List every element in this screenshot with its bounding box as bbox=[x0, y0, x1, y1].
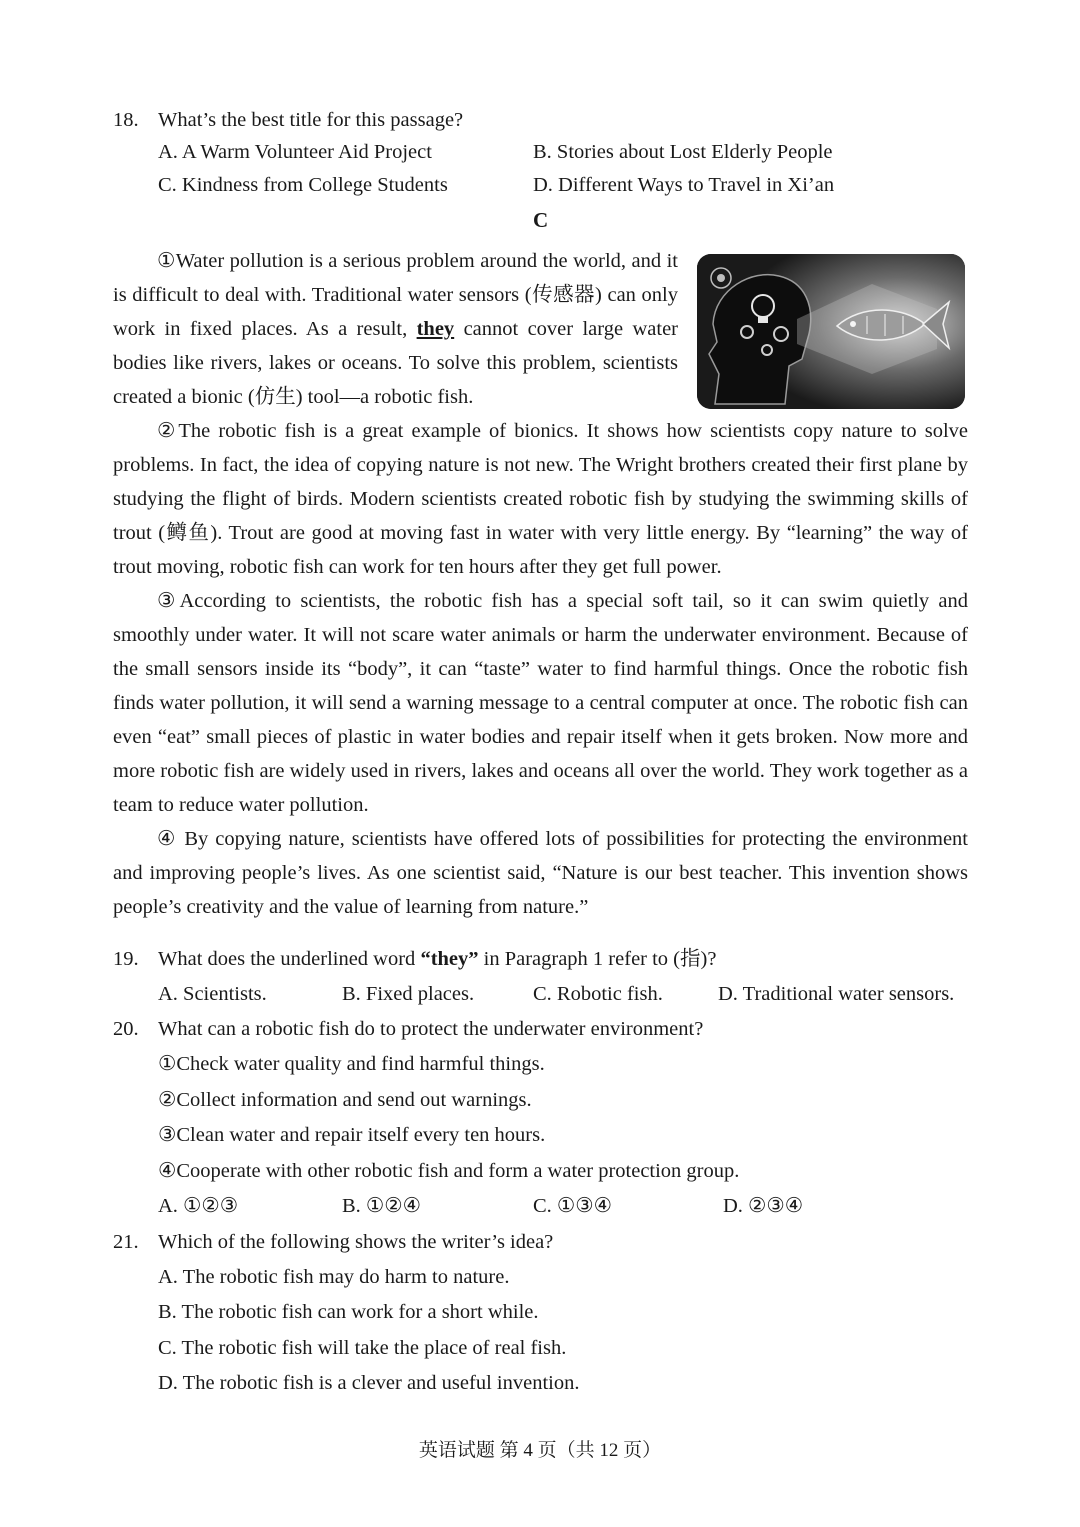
paragraph-text: cannot cover large water bodies like rivers, lakes or oceans. To solve this problem, scientists created a bionic (仿生) tool—a robotic fish. bbox=[113, 318, 678, 408]
option-b: B. The robotic fish can work for a short while. bbox=[158, 1301, 539, 1323]
option-d: D. The robotic fish is a clever and useful invention. bbox=[158, 1372, 580, 1394]
option-d: D. ②③④ bbox=[723, 1195, 804, 1217]
paragraph-text: ③According to scientists, the robotic fish has a special soft tail, so it can swim quietly and smoothly under water. It will not scare water animals or harm the underwater environment. Because of the small sensors inside its “body”, it can “taste” water to find harmful things. Once the robotic fish finds water pollution, it will send a warning message to a central computer at once. The robotic fish can even “eat” small pieces of plastic in water bodies and repair itself when it gets broken. Now more and more robotic fish are widely used in rivers, lakes and oceans all over the world. They work together as a team to reduce water pollution. bbox=[113, 590, 968, 816]
option-c: C. Kindness from College Students bbox=[158, 174, 448, 196]
option-d: D. Traditional water sensors. bbox=[718, 983, 955, 1005]
statement-item: ④Cooperate with other robotic fish and form a water protection group. bbox=[158, 1160, 740, 1182]
question-number: 19. bbox=[113, 948, 139, 970]
statement-item: ①Check water quality and find harmful things. bbox=[158, 1053, 545, 1075]
statement-item: ②Collect information and send out warnings. bbox=[158, 1089, 532, 1111]
illustration-art bbox=[697, 254, 965, 409]
paragraph-text: ④ By copying nature, scientists have offered lots of possibilities for protecting the environment and improving people’s lives. As one scientist said, “Nature is our best teacher. This invention shows people’s creativity and the value of learning from nature.” bbox=[113, 828, 968, 918]
question-number: 18. bbox=[113, 109, 139, 131]
question-number: 21. bbox=[113, 1231, 139, 1253]
option-b: B. ①②④ bbox=[342, 1195, 422, 1217]
underlined-word: they bbox=[416, 318, 455, 340]
question-number: 20. bbox=[113, 1018, 139, 1040]
passage-paragraph-4 bbox=[113, 822, 968, 924]
option-b: B. Fixed places. bbox=[342, 983, 475, 1005]
passage-paragraph-2 bbox=[113, 414, 968, 584]
statement-item: ③Clean water and repair itself every ten hours. bbox=[158, 1124, 546, 1146]
option-a: A. A Warm Volunteer Aid Project bbox=[158, 141, 432, 163]
section-label: C bbox=[533, 208, 549, 232]
option-c: C. The robotic fish will take the place of real fish. bbox=[158, 1337, 567, 1359]
option-a: A. The robotic fish may do harm to nature. bbox=[158, 1266, 510, 1288]
question-bold-word: “they” bbox=[420, 948, 479, 970]
question-text: Which of the following shows the writer’s idea? bbox=[158, 1231, 554, 1253]
option-a: A. Scientists. bbox=[158, 983, 267, 1005]
question-text-part: What does the underlined word bbox=[158, 948, 421, 970]
question-text-part: in Paragraph 1 refer to (指)? bbox=[478, 948, 717, 970]
passage-paragraph-3 bbox=[113, 584, 968, 822]
paragraph-text: ②The robotic fish is a great example of bionics. It shows how scientists copy nature to solve problems. In fact, the idea of copying nature is not new. The Wright brothers created their first plane by studying the flight of birds. Modern scientists created robotic fish by studying the swimming skills of trout (鳟鱼). Trout are good at moving fast in water with very little energy. By “learning” the way of trout moving, robotic fish can work for ten hours after they get full power. bbox=[113, 420, 968, 578]
paragraph-text: ①Water pollution is a serious problem around the world, and it is difficult to deal with. Traditional water sensors (传感器) can only work in fixed places. As a result, bbox=[113, 250, 678, 340]
robotic-fish-illustration bbox=[697, 254, 965, 409]
page-footer: 英语试题 第 4 页（共 12 页） bbox=[418, 1440, 662, 1461]
option-d: D. Different Ways to Travel in Xi’an bbox=[533, 174, 835, 196]
question-text: What can a robotic fish do to protect the underwater environment? bbox=[158, 1018, 704, 1040]
option-b: B. Stories about Lost Elderly People bbox=[533, 141, 833, 163]
question-text bbox=[158, 945, 716, 973]
option-a: A. ①②③ bbox=[158, 1195, 239, 1217]
question-text: What’s the best title for this passage? bbox=[158, 109, 464, 131]
option-c: C. Robotic fish. bbox=[533, 983, 663, 1005]
passage-paragraph-1 bbox=[113, 244, 678, 414]
option-c: C. ①③④ bbox=[533, 1195, 613, 1217]
